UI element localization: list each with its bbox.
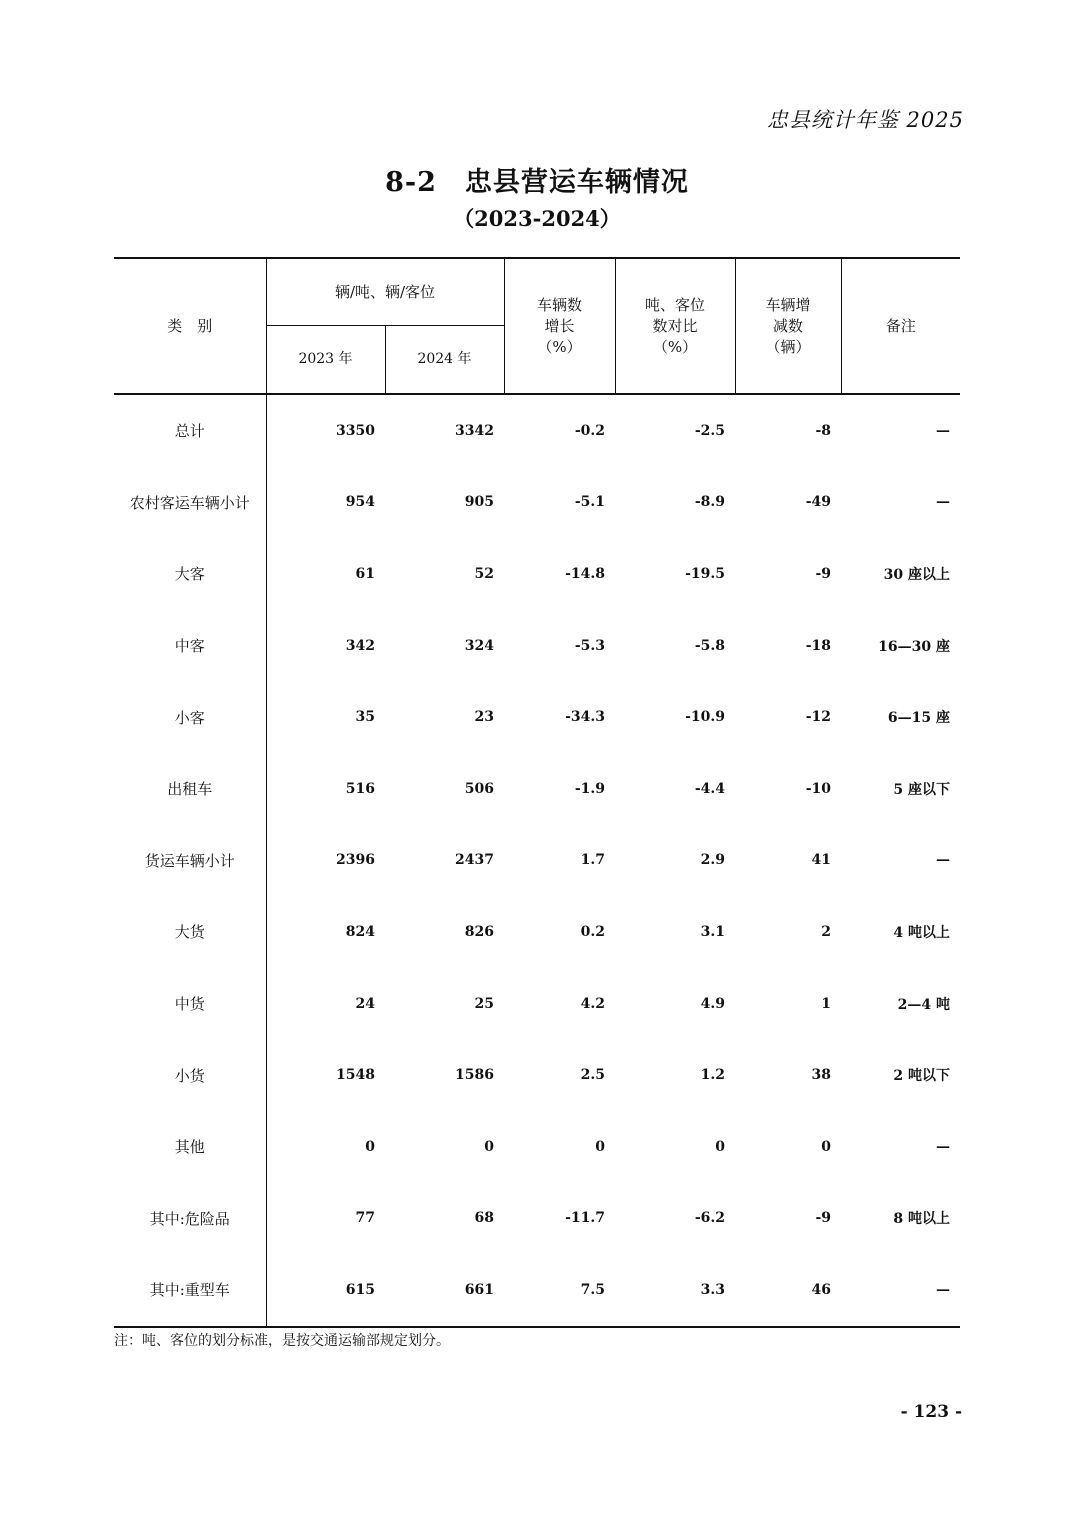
value-change: 46 [735,1254,841,1327]
row-category: 其中:危险品 [114,1183,266,1255]
value-note: — [936,494,951,511]
value-ratio: -2.5 [694,422,726,439]
value-ratio: -10.9 [685,709,726,726]
value-growth: 0 [595,1138,606,1155]
value-change: -18 [805,637,832,654]
value-change: 38 [811,1067,832,1084]
table-row [114,1039,960,1111]
value-growth: -5.3 [574,637,606,654]
value-ratio: -4.4 [694,780,726,797]
table-row [114,1183,960,1255]
value-note: 8 吨以上 [893,1211,951,1228]
table-row [114,394,960,467]
value-change: 1 [821,995,832,1012]
value-growth: -14.8 [565,565,606,582]
value-note: — [936,422,951,439]
value-change: -10 [805,780,832,797]
table-row [114,610,960,682]
value-2023: 24 [355,995,375,1012]
value-change: -9 [815,1210,832,1227]
yearbook-header: 忠县统计年鉴 2025 [766,108,964,132]
row-category: 中货 [114,968,266,1040]
value-ratio: 2.9 [700,852,726,869]
value-note: 2 吨以下 [893,1068,951,1085]
value-growth: -1.9 [574,780,606,797]
value-note: — [936,1138,951,1155]
value-2023: 2396 [336,852,375,869]
value-change: 41 [811,852,832,869]
value-2024: 0 [484,1138,495,1155]
row-category: 总计 [114,394,266,467]
value-2024: 1586 [455,1067,495,1084]
value-2023: 1548 [336,1067,375,1084]
footnote: 注：吨、客位的划分标准，是按交通运输部规定划分。 [114,1333,450,1349]
value-change: -9 [815,565,832,582]
row-category: 农村客运车辆小计 [114,467,266,539]
value-change: -8 [815,422,832,439]
table-row [114,1111,960,1183]
value-ratio: 4.9 [700,995,726,1012]
value-ratio: -8.9 [694,494,726,511]
value-note: — [841,1254,960,1327]
value-2024: 52 [474,565,495,582]
value-2023: 35 [355,709,375,726]
value-ratio: 0 [715,1138,726,1155]
table-row [114,1254,960,1327]
value-ratio: 3.3 [615,1254,735,1327]
value-ratio: -6.2 [694,1210,726,1227]
value-ratio: -5.8 [694,637,726,654]
value-change: 0 [821,1138,832,1155]
vehicle-table [114,257,960,1328]
value-2023: 77 [355,1210,375,1227]
value-2024: 324 [464,637,495,654]
row-category: 大客 [114,538,266,610]
page-title: 8-2 忠县营运车辆情况 [385,167,689,198]
value-growth: 7.5 [504,1254,615,1327]
value-note: 16—30 座 [878,638,951,655]
value-2024: 661 [385,1254,504,1327]
value-note: 4 吨以上 [893,924,951,941]
value-growth: -0.2 [574,422,606,439]
value-note: 2—4 吨 [897,996,951,1013]
value-2023: 342 [345,637,375,654]
row-category: 其中:重型车 [114,1254,266,1327]
value-growth: 4.2 [580,995,606,1012]
table-row [114,896,960,968]
value-2024: 23 [474,709,495,726]
value-change: 2 [821,923,832,940]
value-2024: 2437 [455,852,495,869]
header-unit-group: 辆/吨、辆/客位 [266,258,504,326]
table-row [114,968,960,1040]
value-growth: -34.3 [565,709,606,726]
value-growth: -11.7 [565,1210,606,1227]
value-note: 30 座以上 [883,566,951,583]
value-growth: -5.1 [574,494,606,511]
value-2023: 824 [345,923,375,940]
header-ratio: 吨、客位 数对比 （%） [615,258,735,394]
header-change: 车辆增 减数 （辆） [735,258,841,394]
row-category: 出租车 [114,753,266,825]
row-category: 小货 [114,1039,266,1111]
value-2023: 954 [345,494,375,511]
row-category: 大货 [114,896,266,968]
header-2023: 2023 年 [266,326,385,395]
row-category: 货运车辆小计 [114,825,266,897]
value-2024: 506 [464,780,495,797]
value-change: -12 [805,709,832,726]
row-category: 中客 [114,610,266,682]
value-growth: 2.5 [580,1067,606,1084]
header-note: 备注 [841,258,960,394]
row-category: 小客 [114,681,266,753]
page-subtitle: （2023-2024） [453,206,621,231]
header-category: 类 别 [114,258,266,394]
value-ratio: 3.1 [700,923,726,940]
value-ratio: -19.5 [685,565,726,582]
value-note: 6—15 座 [887,710,951,727]
value-2024: 3342 [455,422,495,439]
page-number: - 123 - [900,1402,962,1422]
table-row [114,467,960,539]
value-2024: 25 [474,995,495,1012]
value-2024: 826 [464,923,495,940]
value-2023: 516 [345,780,375,797]
table-row [114,681,960,753]
value-2023: 0 [365,1138,375,1155]
value-ratio: 1.2 [700,1067,726,1084]
header-growth: 车辆数 增长 （%） [504,258,615,394]
header-2024: 2024 年 [385,326,504,395]
value-2023: 3350 [336,422,375,439]
value-growth: 0.2 [580,923,606,940]
value-note: — [936,852,951,869]
value-change: -49 [805,494,832,511]
row-category: 其他 [114,1111,266,1183]
table-row [114,825,960,897]
table-row [114,538,960,610]
value-2023: 61 [355,565,375,582]
value-2023: 615 [266,1254,385,1327]
table-row [114,753,960,825]
value-2024: 68 [474,1210,495,1227]
value-growth: 1.7 [580,852,606,869]
value-note: 5 座以下 [893,781,951,798]
value-2024: 905 [464,494,495,511]
